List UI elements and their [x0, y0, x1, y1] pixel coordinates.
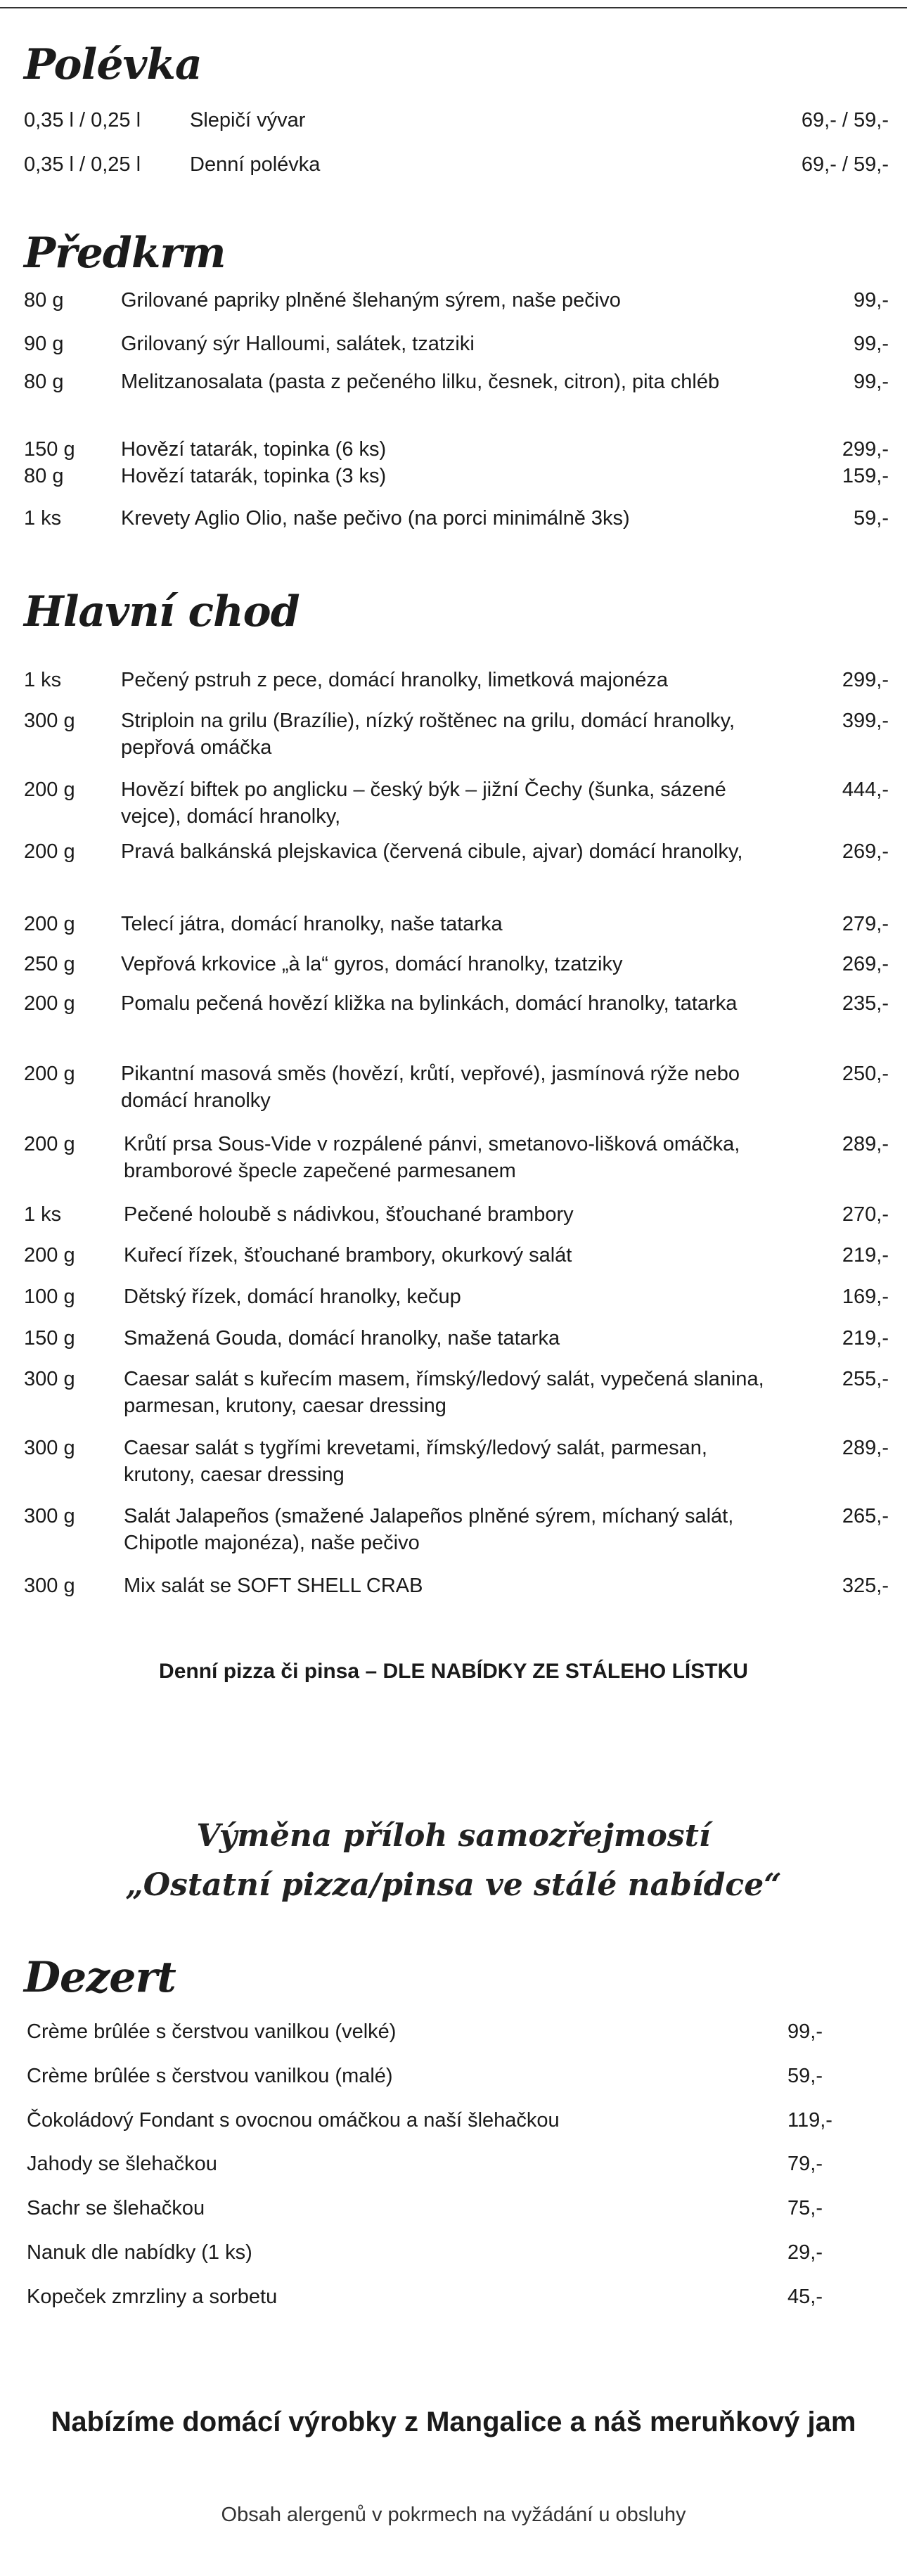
item-quantity: 300 g [24, 1437, 75, 1459]
item-quantity: 200 g [24, 1244, 75, 1267]
item-name: Crème brûlée s čerstvou vanilkou (velké) [27, 2020, 397, 2043]
item-price: 75,- [787, 2197, 823, 2219]
item-name: Pikantní masová směs (hovězí, krůtí, vepřové), jasmínová rýže nebo domácí hranolky [121, 1063, 740, 1112]
item-quantity: 150 g [24, 1327, 75, 1350]
item-quantity: 200 g [24, 1063, 75, 1085]
item-price: 265,- [842, 1505, 889, 1527]
item-price: 79,- [787, 2153, 823, 2175]
item-quantity: 1 ks [24, 669, 62, 691]
item-quantity: 200 g [24, 840, 75, 863]
item-quantity: 80 g [24, 371, 64, 393]
item-name: Caesar salát s kuřecím masem, římský/ledový salát, vypečená slanina, parmesan, krutony, caesar dressing [124, 1368, 764, 1417]
item-name: Grilované papriky plněné šlehaným sýrem, naše pečivo [121, 289, 621, 312]
item-price: 289,- [842, 1437, 889, 1459]
item-quantity: 1 ks [24, 1203, 62, 1226]
item-price: 29,- [787, 2241, 823, 2264]
section-heading-predkrm: Předkrm [24, 229, 226, 278]
sides-note: Výměna příloh samozřejmostí [196, 1818, 711, 1854]
item-price: 269,- [842, 953, 889, 975]
item-price: 99,- [854, 371, 889, 393]
item-quantity: 200 g [24, 992, 75, 1015]
item-price: 235,- [842, 992, 889, 1015]
item-quantity: 300 g [24, 1505, 75, 1527]
item-price: 59,- [787, 2065, 823, 2087]
item-price: 255,- [842, 1368, 889, 1390]
item-name: Pečený pstruh z pece, domácí hranolky, limetková majonéza [121, 669, 669, 691]
item-quantity: 80 g [24, 465, 64, 487]
item-name: Hovězí biftek po anglicku – český býk – jižní Čechy (šunka, sázené vejce), domácí hranolky, [121, 778, 726, 828]
item-price: 69,- / 59,- [801, 153, 889, 176]
item-name: Sachr se šlehačkou [27, 2197, 205, 2219]
item-price: 269,- [842, 840, 889, 863]
pizza-menu-note: „Ostatní pizza/pinsa ve stálé nabídce“ [125, 1867, 782, 1903]
item-name: Krevety Aglio Olio, naše pečivo (na porci minimálně 3ks) [121, 507, 630, 530]
item-price: 119,- [787, 2109, 832, 2132]
item-name: Kopeček zmrzliny a sorbetu [27, 2286, 278, 2308]
section-heading-polevka: Polévka [24, 40, 202, 89]
item-name: Melitzanosalata (pasta z pečeného lilku, česnek, citron), pita chléb [121, 371, 720, 393]
item-quantity: 250 g [24, 953, 75, 975]
item-name: Nanuk dle nabídky (1 ks) [27, 2241, 252, 2264]
item-name: Grilovaný sýr Halloumi, salátek, tzatziki [121, 333, 475, 355]
item-quantity: 150 g [24, 438, 75, 461]
item-name: Pravá balkánská plejskavica (červená cibule, ajvar) domácí hranolky, [121, 840, 743, 863]
item-price: 69,- / 59,- [801, 109, 889, 132]
item-quantity: 200 g [24, 913, 75, 935]
item-name: Čokoládový Fondant s ovocnou omáčkou a naší šlehačkou [27, 2109, 560, 2132]
item-quantity: 1 ks [24, 507, 62, 530]
item-name: Caesar salát s tygřími krevetami, římský/ledový salát, parmesan, krutony, caesar dressing [124, 1437, 707, 1486]
item-quantity: 80 g [24, 289, 64, 312]
item-quantity: 300 g [24, 1575, 75, 1597]
item-name: Jahody se šlehačkou [27, 2153, 217, 2175]
item-price: 219,- [842, 1327, 889, 1350]
item-price: 99,- [854, 333, 889, 355]
item-price: 299,- [842, 438, 889, 461]
item-price: 219,- [842, 1244, 889, 1267]
item-price: 99,- [787, 2020, 823, 2043]
item-price: 45,- [787, 2286, 823, 2308]
item-quantity: 0,35 l / 0,25 l [24, 153, 141, 176]
item-quantity: 200 g [24, 778, 75, 801]
item-quantity: 90 g [24, 333, 64, 355]
pizza-note: Denní pizza či pinsa – DLE NABÍDKY ZE STÁLEHO LÍSTKU [159, 1660, 748, 1683]
item-name: Dětský řízek, domácí hranolky, kečup [124, 1286, 461, 1308]
mangalica-offer: Nabízíme domácí výrobky z Mangalice a náš meruňkový jam [51, 2407, 856, 2437]
item-name: Denní polévka [190, 153, 321, 176]
item-price: 159,- [842, 465, 889, 487]
item-name: Striploin na grilu (Brazílie), nízký roštěnec na grilu, domácí hranolky, pepřová omáčka [121, 710, 735, 759]
item-price: 279,- [842, 913, 889, 935]
item-quantity: 200 g [24, 1133, 75, 1155]
item-price: 59,- [854, 507, 889, 530]
item-name: Crème brûlée s čerstvou vanilkou (malé) [27, 2065, 393, 2087]
item-name: Pečené holoubě s nádivkou, šťouchané brambory [124, 1203, 574, 1226]
item-price: 169,- [842, 1286, 889, 1308]
item-name: Smažená Gouda, domácí hranolky, naše tatarka [124, 1327, 560, 1350]
item-quantity: 100 g [24, 1286, 75, 1308]
item-name: Salát Jalapeños (smažené Jalapeños plněné sýrem, míchaný salát, Chipotle majonéza), naše pečivo [124, 1505, 734, 1554]
item-name: Slepičí vývar [190, 109, 306, 132]
item-price: 444,- [842, 778, 889, 801]
item-name: Hovězí tatarák, topinka (3 ks) [121, 465, 387, 487]
item-price: 99,- [854, 289, 889, 312]
section-heading-dezert: Dezert [24, 1953, 176, 2002]
top-divider [0, 7, 907, 8]
item-name: Mix salát se SOFT SHELL CRAB [124, 1575, 423, 1597]
item-price: 250,- [842, 1063, 889, 1085]
item-name: Kuřecí řízek, šťouchané brambory, okurkový salát [124, 1244, 572, 1267]
item-price: 270,- [842, 1203, 889, 1226]
item-quantity: 300 g [24, 1368, 75, 1390]
item-name: Krůtí prsa Sous-Vide v rozpálené pánvi, smetanovo-lišková omáčka, bramborové špecle zapečené parmesanem [124, 1133, 740, 1182]
item-name: Telecí játra, domácí hranolky, naše tatarka [121, 913, 503, 935]
item-price: 299,- [842, 669, 889, 691]
item-quantity: 0,35 l / 0,25 l [24, 109, 141, 132]
item-name: Vepřová krkovice „à la“ gyros, domácí hranolky, tzatziky [121, 953, 623, 975]
section-heading-hlavni: Hlavní chod [24, 587, 300, 636]
item-price: 399,- [842, 710, 889, 732]
allergen-note: Obsah alergenů v pokrmech na vyžádání u obsluhy [221, 2504, 686, 2526]
item-name: Hovězí tatarák, topinka (6 ks) [121, 438, 387, 461]
item-price: 325,- [842, 1575, 889, 1597]
item-quantity: 300 g [24, 710, 75, 732]
item-price: 289,- [842, 1133, 889, 1155]
item-name: Pomalu pečená hovězí kližka na bylinkách, domácí hranolky, tatarka [121, 992, 738, 1015]
